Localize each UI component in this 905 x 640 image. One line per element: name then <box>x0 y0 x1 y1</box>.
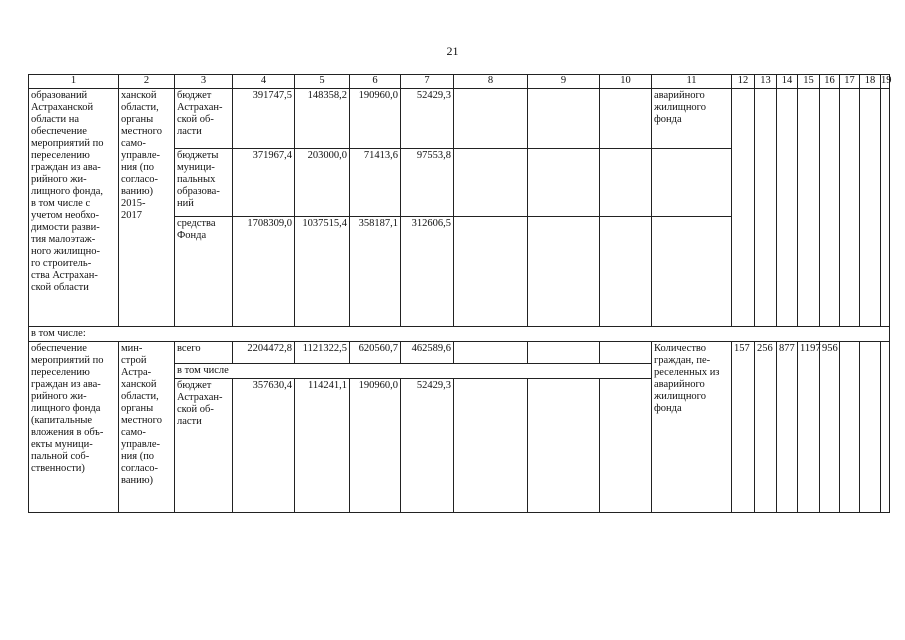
indicator-value: 956 <box>820 342 840 513</box>
column-number: 9 <box>528 75 600 89</box>
amount-total: 391747,5 <box>233 89 295 149</box>
column-number: 10 <box>600 75 652 89</box>
amount-total: 371967,4 <box>233 149 295 217</box>
amount-2015: 148358,2 <box>295 89 350 149</box>
amount-2017: 312606,5 <box>401 217 454 327</box>
column-number: 3 <box>175 75 233 89</box>
column-number: 11 <box>652 75 732 89</box>
indicator-name: Количество граждан, пе- реселенных из аварийного жилищного фонда <box>652 342 732 513</box>
column-number: 7 <box>401 75 454 89</box>
column-number: 4 <box>233 75 295 89</box>
column-number: 8 <box>454 75 528 89</box>
funding-source: средства Фонда <box>175 217 233 327</box>
amount-2017: 462589,6 <box>401 342 454 364</box>
amount-2017: 97553,8 <box>401 149 454 217</box>
column-number: 12 <box>732 75 755 89</box>
indicator-value: 256 <box>755 342 777 513</box>
column-number: 18 <box>860 75 881 89</box>
amount-2016: 358187,1 <box>350 217 401 327</box>
indicator-value: 877 <box>777 342 798 513</box>
amount-2015: 1121322,5 <box>295 342 350 364</box>
indicator-name: аварийного жилищного фонда <box>652 89 732 149</box>
executor-cell: ханской области, органы местного само- управле- ния (по согласо- ванию) 2015- 2017 <box>119 89 175 327</box>
column-number: 19 <box>881 75 890 89</box>
column-number: 13 <box>755 75 777 89</box>
table-row <box>29 342 890 364</box>
amount-2015: 1037515,4 <box>295 217 350 327</box>
column-number: 5 <box>295 75 350 89</box>
subhead: в том числе <box>175 364 652 379</box>
amount-2016: 190960,0 <box>350 379 401 513</box>
amount-total: 1708309,0 <box>233 217 295 327</box>
funding-source: всего <box>175 342 233 364</box>
measure-description: обеспечение мероприятий по переселению граждан из ава- рийного жи- лищного фонда (капитальные вложения в объ- екты муници- пальной соб- ственности) <box>29 342 119 513</box>
column-number: 16 <box>820 75 840 89</box>
amount-2015: 203000,0 <box>295 149 350 217</box>
amount-2016: 620560,7 <box>350 342 401 364</box>
column-number: 14 <box>777 75 798 89</box>
indicator-value: 1197 <box>798 342 820 513</box>
indicator-value: 157 <box>732 342 755 513</box>
amount-2017: 52429,3 <box>401 379 454 513</box>
column-number: 15 <box>798 75 820 89</box>
page-number: 21 <box>446 44 459 58</box>
table-row <box>29 327 890 342</box>
funding-source: бюджеты муници- пальных образова- ний <box>175 149 233 217</box>
executor-cell: мин- строй Астра- ханской области, органы местного само- управле- ния (по согласо- ванию) <box>119 342 175 513</box>
amount-2016: 190960,0 <box>350 89 401 149</box>
amount-total: 357630,4 <box>233 379 295 513</box>
column-number: 2 <box>119 75 175 89</box>
column-number-row <box>29 75 890 89</box>
table-row <box>29 89 890 149</box>
amount-total: 2204472,8 <box>233 342 295 364</box>
measure-description: образований Астраханской области на обеспечение мероприятий по переселению граждан из ава- рийного жи- лищного фонда, в том числе с учетом необхо- димости разви- тия малоэтаж- ного жилищно- го строитель- ства Астрахан- ской области <box>29 89 119 327</box>
amount-2016: 71413,6 <box>350 149 401 217</box>
amount-2015: 114241,1 <box>295 379 350 513</box>
amount-2017: 52429,3 <box>401 89 454 149</box>
column-number: 1 <box>29 75 119 89</box>
program-table <box>28 74 890 513</box>
section-label: в том числе: <box>29 327 890 342</box>
funding-source: бюджет Астрахан- ской об- ласти <box>175 89 233 149</box>
funding-source: бюджет Астрахан- ской об- ласти <box>175 379 233 513</box>
column-number: 17 <box>840 75 860 89</box>
column-number: 6 <box>350 75 401 89</box>
